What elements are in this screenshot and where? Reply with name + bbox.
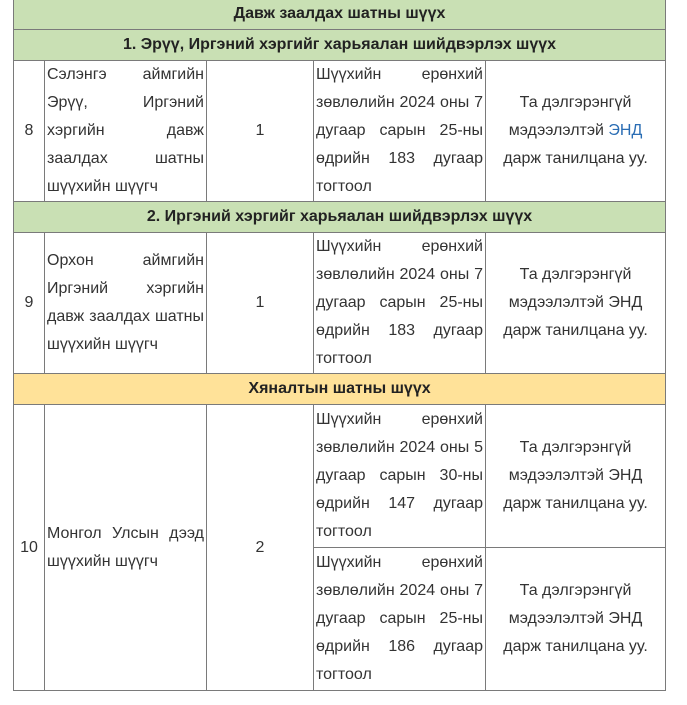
decree-reference: Шүүхийн ерөнхий зөвлөлийн 2024 оны 5 дугаар сарын 30-ны өдрийн 147 дугаар тогтоол	[314, 405, 486, 548]
row-number: 8	[14, 61, 45, 202]
seat-count: 1	[207, 61, 314, 202]
details-text-pre: Та дэлгэрэнгүй мэдээлэлтэй	[508, 94, 632, 139]
section-title-supervisory: Хяналтын шатны шүүх	[14, 374, 666, 405]
row-number: 9	[14, 233, 45, 374]
details-text-post: дарж танилцана уу.	[503, 150, 648, 167]
table-row	[14, 405, 666, 548]
details-note: Та дэлгэрэнгүй мэдээлэлтэй ЭНД дарж танилцана уу.	[486, 548, 666, 691]
details-note: Та дэлгэрэнгүй мэдээлэлтэй ЭНД дарж танилцана уу.	[486, 405, 666, 548]
subsection-row-2	[14, 202, 666, 233]
judge-vacancy-table	[13, 0, 666, 691]
subsection-title-1: 1. Эрүү, Иргэний хэргийг харьяалан шийдвэрлэх шүүх	[14, 30, 666, 61]
decree-reference: Шүүхийн ерөнхий зөвлөлийн 2024 оны 7 дугаар сарын 25-ны өдрийн 183 дугаар тогтоол	[314, 61, 486, 202]
details-link[interactable]: ЭНД	[608, 122, 643, 139]
row-number: 10	[14, 405, 45, 691]
section-row-appeal	[14, 0, 666, 30]
table-row	[14, 61, 666, 202]
court-name: Сэлэнгэ аймгийн Эрүү, Иргэний хэргийн давж заалдах шатны шүүхийн шүүгч	[45, 61, 207, 202]
table-row	[14, 233, 666, 374]
seat-count: 2	[207, 405, 314, 691]
court-name: Орхон аймгийн Иргэний хэргийн давж заалдах шатны шүүхийн шүүгч	[45, 233, 207, 374]
court-name: Монгол Улсын дээд шүүхийн шүүгч	[45, 405, 207, 691]
section-title-appeal: Давж заалдах шатны шүүх	[14, 0, 666, 30]
seat-count: 1	[207, 233, 314, 374]
decree-reference: Шүүхийн ерөнхий зөвлөлийн 2024 оны 7 дугаар сарын 25-ны өдрийн 183 дугаар тогтоол	[314, 233, 486, 374]
subsection-row-1	[14, 30, 666, 61]
subsection-title-2: 2. Иргэний хэргийг харьяалан шийдвэрлэх шүүх	[14, 202, 666, 233]
section-row-supervisory	[14, 374, 666, 405]
decree-reference: Шүүхийн ерөнхий зөвлөлийн 2024 оны 7 дугаар сарын 25-ны өдрийн 186 дугаар тогтоол	[314, 548, 486, 691]
details-note	[486, 61, 666, 202]
details-note: Та дэлгэрэнгүй мэдээлэлтэй ЭНД дарж танилцана уу.	[486, 233, 666, 374]
